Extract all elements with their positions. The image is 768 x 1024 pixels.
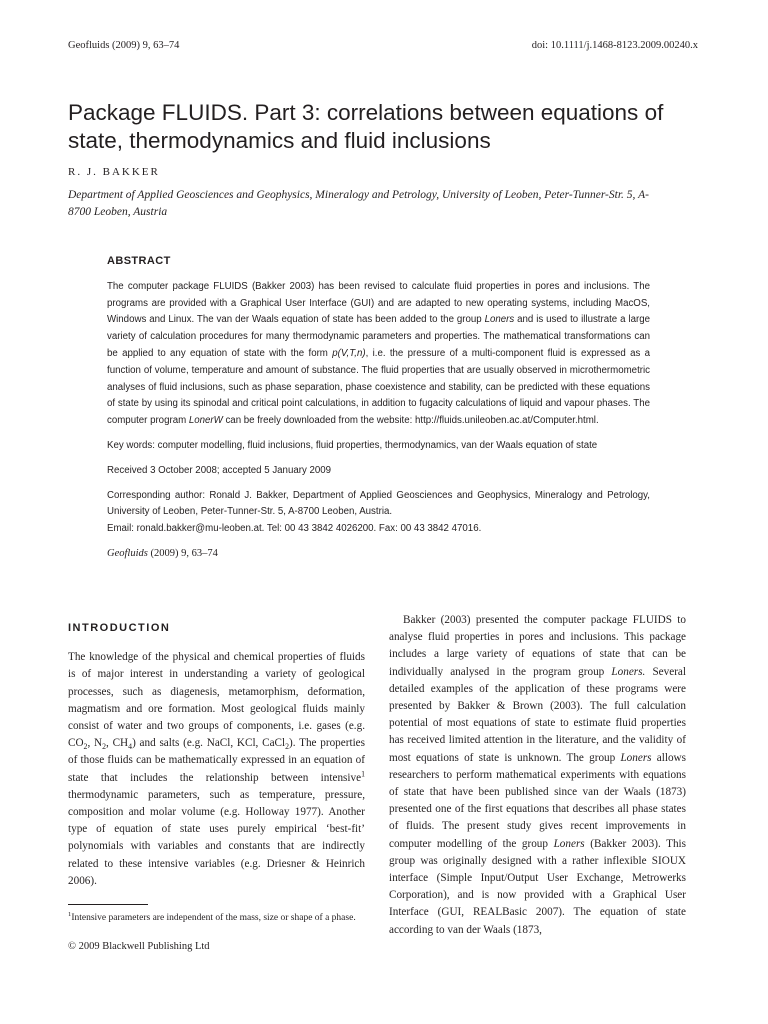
introduction-paragraph-2: Bakker (2003) presented the computer package FLUIDS to analyse fluid properties in pores and inclusions. This package includes a large variety of equations of state that can be individually analysed in the program group Loners. Several detailed examples of the application of these programs were presented by Bakker & Brown (2003). The full calculation potential of most equations of state to estimate fluid properties has received limited attention in the literature, and the validity of most equations of state is unknown. The group Loners allows researchers to perform mathematical experiments with equations of state that have been published since van der Waals (1873) presented one of the first equations that describes all phase states of fluids. The present study gives recent improvements in computer modelling of the group Loners (Bakker 2003). This group was originally designed with a rather inflexible SIOUX interface (Simple Input/Output User Exchange, Metrowerks Corporation), and is now provided with a Graphical User Interface (GUI, REALBasic 2007). The equation of state according to van der Waals (1873, (389, 614, 687, 936)
citation: Geofluids (2009) 9, 63–74 (107, 547, 218, 559)
abstract-text: The computer package FLUIDS (Bakker 2003) has been revised to calculate fluid properties in pores and inclusions. The programs are provided with a Graphical User Interface (GUI) and are adapted to new operating systems, including MacOS, Windows and Linux. The van der Waals equation of state has been added to the group Loners and is used to illustrate a large variety of calculation procedures for many thermodynamic parameters and properties. The mathematical transformations can be applied to any equation of state with the form p(V,T,n), i.e. the pressure of a multi-component fluid is expressed as a function of volume, temperature and amount of substance. The fluid properties that are usually observed in microthermometric analyses of fluid inclusions, such as phase separation, phase coexistence and stability, can be predicted with these equations of state by using its spinodal and critical point calculations, in addition to fugacity calculations of liquid and vapour phases. The computer program LonerW can be freely downloaded from the website: http://fluids.unileoben.ac.at/Computer.html. (107, 280, 650, 427)
footnote: $^1$Intensive parameters are independent of the mass, size or shape of a phase. (68, 910, 356, 924)
introduction-paragraph-1: The knowledge of the physical and chemical properties of fluids is of major interest in understanding a variety of geological processes, such as diagenesis, metamorphism, deformation, magmatism and ore formation. Most geological fluids mainly consist of water and two groups of components, i.e. gases (e.g. $CO_2$, $N_2$, $CH_4$) and salts (e.g. NaCl, KCl, CaCl$_2$). The properties of those fluids can be mathematically expressed in an equation of state that includes the relationship between intensive$^1$ thermodynamic parameters, such as temperature, pressure, composition and molar volume (e.g. Holloway 1977). Another type of equation of state uses purely empirical ‘best-fit’ polynomials with variables and constants that are indirectly related to these intensive variables (e.g. Driesner & Heinrich 2006). (68, 651, 365, 887)
received-dates: Received 3 October 2008; accepted 5 January 2009 (107, 464, 332, 476)
introduction-heading: INTRODUCTION (68, 622, 171, 634)
right-column (389, 612, 686, 939)
keywords: Key words: computer modelling, fluid inclusions, fluid properties, thermodynamics, van der Waals equation of state (107, 439, 598, 451)
copyright: © 2009 Blackwell Publishing Ltd (68, 941, 210, 952)
affiliation: Department of Applied Geosciences and Geophysics, Mineralogy and Petrology, University of Leoben, Peter-Tunner-Str. 5, A-8700 Leoben, Austria (68, 189, 649, 218)
left-column (68, 620, 365, 925)
abstract-heading: ABSTRACT (107, 255, 171, 267)
running-head-journal: Geofluids (2009) 9, 63–74 (68, 40, 180, 51)
abstract-box (107, 253, 650, 571)
corresponding-author: Corresponding author: Ronald J. Bakker, Department of Applied Geosciences and Geophysics, Mineralogy and Petrology, University of Leoben, Peter-Tunner-Str. 5, A-8700 Leoben, Austria. Email: ronald.bakker@mu-leoben.at. Tel: 00 43 3842 4026200. Fax: 00 43 3842 47016. (107, 489, 650, 535)
running-head-doi: doi: 10.1111/j.1468-8123.2009.00240.x (531, 40, 698, 51)
article-title: Package FLUIDS. Part 3: correlations between equations of state, thermodynamics and fluid inclusions (68, 100, 664, 153)
author: R. J. BAKKER (68, 166, 160, 178)
footnote-divider (68, 904, 148, 905)
